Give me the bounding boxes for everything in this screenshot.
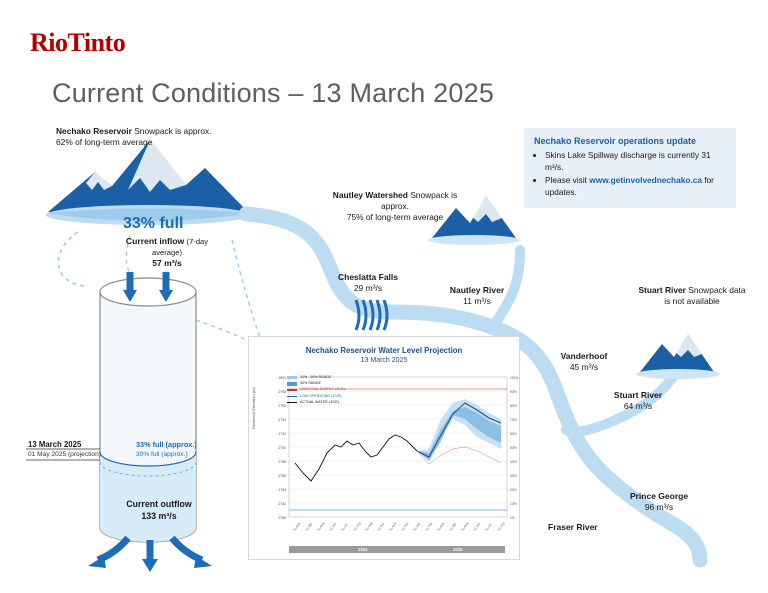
- bullet2-pre: Please visit: [545, 175, 590, 185]
- svg-text:2796: 2796: [278, 404, 286, 408]
- svg-text:01-Mar: 01-Mar: [292, 521, 302, 532]
- svg-text:01-Jun: 01-Jun: [328, 521, 338, 532]
- legend-swatch-icon: [287, 402, 297, 403]
- svg-text:2782: 2782: [278, 502, 286, 506]
- flow-label-prince-george: [608, 491, 710, 513]
- chart-year-band-2: 2025: [453, 547, 463, 552]
- nautley-river-name: Nautley River: [449, 285, 505, 295]
- flow-label-fraser-river: [548, 522, 648, 533]
- chart-subtitle: 13 March 2025: [360, 357, 408, 364]
- current-inflow-value: 57 m³/s: [152, 258, 182, 268]
- svg-text:01-Apr: 01-Apr: [304, 521, 313, 532]
- nautley-watershed-label: [330, 190, 460, 223]
- legend-item: [287, 394, 379, 399]
- svg-text:2792: 2792: [278, 432, 286, 436]
- chart-y-axis-label: Reservoir Elevation (m): [251, 387, 256, 429]
- svg-text:01-Aug: 01-Aug: [352, 521, 362, 532]
- svg-text:30%: 30%: [510, 474, 517, 478]
- current-inflow-title: Current inflow: [125, 236, 185, 246]
- outflow-arrows: [88, 538, 212, 572]
- chart-title: Nechako Reservoir Water Level Projection: [305, 346, 463, 355]
- chart-plot-area: [249, 369, 519, 539]
- stuart-mountain: [636, 334, 720, 379]
- legend-label: ACTUAL WATER LEVEL: [300, 399, 340, 404]
- legend-item: [287, 387, 379, 392]
- flow-label-cheslatta-falls: [320, 272, 416, 294]
- svg-text:90%: 90%: [510, 390, 517, 394]
- svg-text:2784: 2784: [278, 488, 286, 492]
- svg-text:2788: 2788: [278, 460, 286, 464]
- chart-x-year-bands: [289, 546, 505, 553]
- legend-swatch-icon: [287, 382, 297, 386]
- tank-row2-date: [28, 451, 101, 458]
- nechako-reservoir-shape: [46, 140, 250, 225]
- tank-row1-value: 33% full (approx.): [136, 440, 197, 449]
- nechako-snowpack-line2: 62% of long-term average: [56, 137, 153, 147]
- svg-text:2800: 2800: [278, 376, 286, 380]
- svg-text:60%: 60%: [510, 432, 517, 436]
- legend-label: 100% FULL SUPPLY LEVEL: [300, 387, 346, 392]
- flow-label-stuart-river: [594, 390, 682, 412]
- svg-text:01-Jul: 01-Jul: [340, 522, 349, 532]
- legend-item: [287, 375, 379, 380]
- vanderhoof-value: 45 m³/s: [569, 362, 599, 372]
- svg-text:01-Aug: 01-Aug: [496, 521, 506, 532]
- prince-george-name: Prince George: [629, 491, 689, 501]
- nechako-reservoir-label: [56, 126, 226, 148]
- fraser-river-name: Fraser River: [548, 522, 598, 532]
- svg-text:01-Sep: 01-Sep: [364, 521, 374, 532]
- water-level-projection-chart: [248, 336, 520, 560]
- svg-text:10%: 10%: [510, 502, 517, 506]
- svg-text:2786: 2786: [278, 474, 286, 478]
- nautley-river-value: 11 m³/s: [463, 296, 491, 306]
- stuart-river-value: 64 m³/s: [623, 401, 653, 411]
- svg-text:100%: 100%: [510, 376, 519, 380]
- tank-row2-value: 30% full (approx.): [136, 451, 188, 458]
- svg-text:01-May: 01-May: [460, 521, 470, 532]
- svg-text:01-Jan: 01-Jan: [412, 521, 422, 532]
- legend-swatch-icon: [287, 396, 297, 397]
- nechako-reservoir-name: Nechako Reservoir: [56, 126, 132, 136]
- svg-text:01-May: 01-May: [316, 521, 326, 532]
- current-inflow-block: [112, 236, 222, 269]
- svg-text:20%: 20%: [510, 488, 517, 492]
- stuart-line2: is not available: [664, 296, 720, 306]
- legend-item: [287, 400, 379, 405]
- svg-text:50%: 50%: [510, 446, 517, 450]
- nechako-snowpack-line1: Snowpack is approx.: [134, 126, 212, 136]
- svg-text:2780: 2780: [278, 516, 286, 520]
- svg-text:01-Dec: 01-Dec: [400, 521, 410, 532]
- svg-text:70%: 70%: [510, 418, 517, 422]
- cheslatta-falls-value: 29 m³/s: [353, 283, 383, 293]
- tank-row2-note: (projection): [67, 451, 101, 458]
- svg-text:80%: 80%: [510, 404, 517, 408]
- legend-swatch-icon: [287, 376, 297, 380]
- operations-update-title: Nechako Reservoir operations update: [534, 136, 697, 146]
- nautley-line2: 75% of long-term average: [346, 212, 444, 222]
- cheslatta-falls-name: Cheslatta Falls: [338, 272, 398, 282]
- current-outflow-value: 133 m³/s: [141, 511, 177, 521]
- operations-update-bullet-2: [545, 175, 726, 198]
- legend-item: [287, 381, 379, 386]
- nautley-line1: Snowpack is approx.: [381, 190, 458, 211]
- svg-text:2790: 2790: [278, 446, 286, 450]
- chart-year-band-1: 2024: [358, 547, 368, 552]
- legend-label: LOW OPERATING LEVEL: [300, 393, 343, 398]
- svg-text:01-Oct: 01-Oct: [376, 521, 385, 532]
- bullet2-post: for updates.: [545, 175, 714, 197]
- stuart-snowpack-label: [632, 285, 752, 307]
- legend-swatch-icon: [287, 389, 297, 390]
- tank-row2-date-text: 01 May 2025: [28, 451, 67, 458]
- operations-update-bullet-1: • Skins Lake Spillway discharge is currently 31 m³/s.: [545, 150, 726, 173]
- flow-label-vanderhoof: [540, 351, 628, 373]
- svg-text:01-Apr: 01-Apr: [448, 521, 457, 532]
- svg-text:01-Jul: 01-Jul: [484, 522, 493, 532]
- svg-text:01-Jun: 01-Jun: [472, 521, 482, 532]
- vanderhoof-name: Vanderhoof: [560, 351, 608, 361]
- svg-text:0%: 0%: [510, 516, 515, 520]
- svg-text:01-Nov: 01-Nov: [388, 521, 398, 532]
- percent-full-label: 33% full: [123, 215, 184, 232]
- flow-label-nautley-river: [432, 285, 522, 307]
- current-outflow-title: Current outflow: [126, 499, 192, 509]
- page-title: Current Conditions – 13 March 2025: [52, 78, 495, 108]
- svg-text:01-Mar: 01-Mar: [436, 521, 446, 532]
- legend-label: 30% RANGE: [300, 381, 321, 386]
- svg-text:2798: 2798: [278, 390, 286, 394]
- tank-row1-date: 13 March 2025: [28, 440, 82, 449]
- prince-george-value: 96 m³/s: [644, 502, 674, 512]
- operations-update-box: [524, 128, 736, 208]
- current-inflow-subtitle: (7-day average): [152, 237, 209, 257]
- svg-text:40%: 40%: [510, 460, 517, 464]
- nautley-watershed-name: Nautley Watershed: [332, 190, 408, 200]
- current-outflow-block: [104, 498, 214, 522]
- getinvolvednechako-link[interactable]: www.getinvolvednechako.ca: [589, 175, 702, 185]
- stuart-watershed-name: Stuart River: [638, 285, 686, 295]
- rio-tinto-logo: RioTinto: [30, 28, 126, 57]
- svg-text:01-Feb: 01-Feb: [424, 521, 434, 532]
- svg-text:2794: 2794: [278, 418, 286, 422]
- stuart-river-name: Stuart River: [613, 390, 663, 400]
- stuart-line1: Snowpack data: [688, 285, 746, 295]
- chart-legend: [287, 375, 379, 406]
- legend-label: 10% - 90% RANGE: [300, 375, 332, 379]
